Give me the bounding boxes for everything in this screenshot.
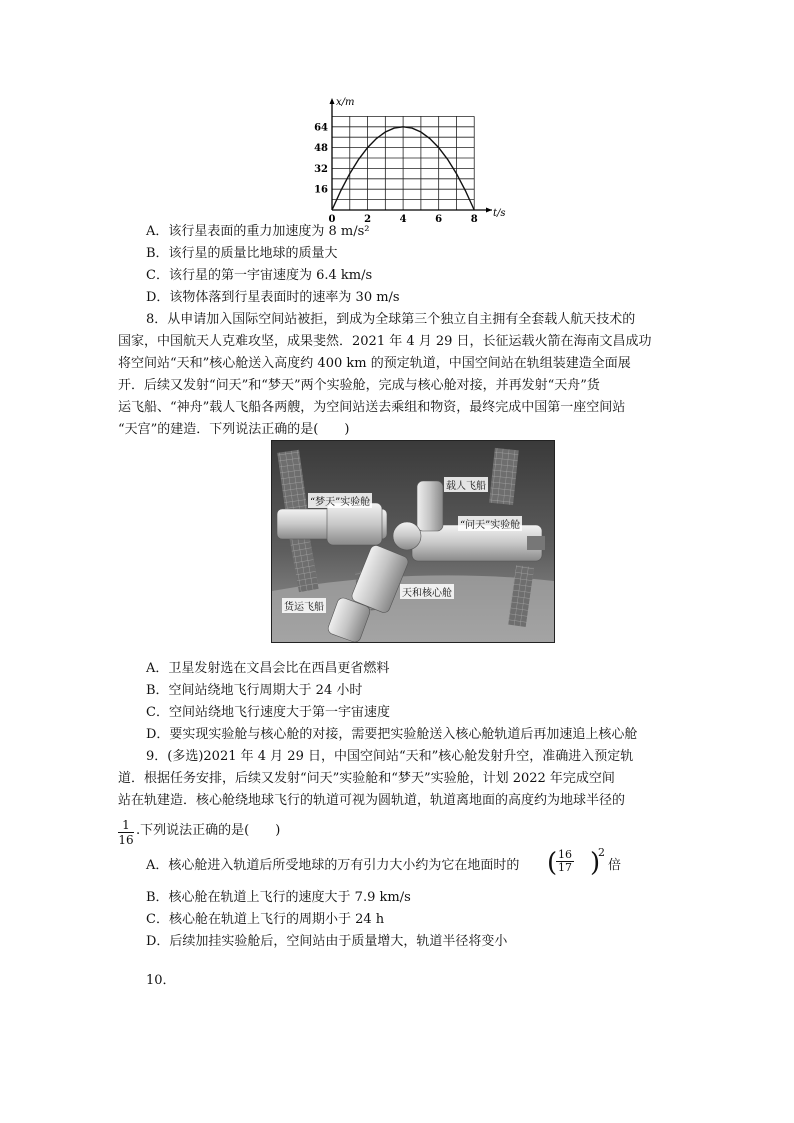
y-tick-label: 48 [314, 143, 328, 155]
q9-stem-tail: .下列说法正确的是( ) [136, 823, 281, 838]
x-tick-label: 4 [399, 214, 407, 222]
y-tick-label: 32 [314, 163, 328, 175]
q8-line-6: “天宫”的建造．下列说法正确的是( ) [118, 422, 350, 437]
x-tick-label: 8 [470, 214, 478, 222]
q9-line-3: 站在轨建造．核心舱绕地球飞行的轨道可视为圆轨道，轨道离地面的高度约为地球半径的 [118, 793, 626, 808]
q8-line-3: 将空间站“天和”核心舱送入高度约 400 km 的预定轨道，中国空间站在轨组装建造全面展 [118, 356, 631, 371]
q8-option-b: B．空间站绕地飞行周期大于 24 小时 [146, 683, 363, 698]
q7-option-c: C．该行星的第一宇宙速度为 6.4 km/s [146, 268, 373, 283]
q9-fraction-denominator: 16 [118, 833, 134, 847]
y-tick-label: 64 [314, 122, 328, 134]
q9-line-1: 9．(多选)2021 年 4 月 29 日，中国空间站“天和”核心舱发射升空，准确进入预定轨 [146, 749, 634, 764]
q9-option-c: C．核心舱在轨道上飞行的周期小于 24 h [146, 912, 385, 927]
q9-option-a-tail: 倍 [608, 858, 622, 873]
label-mengtian: “梦天”实验舱 [308, 493, 372, 508]
q9-line-2: 道．根据任务安排，后续又发射“问天”实验舱和“梦天”实验舱，计划 2022 年完成空间 [118, 771, 615, 786]
q7-option-b: B．该行星的质量比地球的质量大 [146, 246, 338, 261]
q8-line-5: 运飞船、“神舟”载人飞船各两艘，为空间站送去乘组和物资，最终完成中国第一座空间站 [118, 400, 626, 415]
q9-option-a: A．核心舱进入轨道后所受地球的万有引力大小约为它在地面时的 [146, 858, 520, 873]
q8-option-a: A．卫星发射选在文昌会比在西昌更省燃料 [146, 661, 390, 676]
label-tianhe: 天和核心舱 [400, 584, 454, 599]
q10-label: 10． [146, 973, 176, 988]
q9-option-d: D．后续加挂实验舱后，空间站由于质量增大，轨道半径将变小 [146, 934, 508, 949]
x-tick-label: 0 [328, 214, 336, 222]
label-crew-ship: 载人飞船 [444, 477, 488, 492]
label-cargo-ship: 货运飞船 [282, 598, 326, 613]
q8-option-d: D．要实现实验舱与核心舱的对接，需要把实验舱送入核心舱轨道后再加速追上核心舱 [146, 727, 638, 742]
q9-option-a-fraction-denominator: 17 [558, 861, 572, 874]
space-station-photo [271, 440, 555, 643]
q7-option-a: A．该行星表面的重力加速度为 8 m/s² [146, 224, 370, 239]
chart-grid [332, 116, 474, 210]
q8-line-2: 国家，中国航天人克难攻坚，成果斐然．2021 年 4 月 29 日，长征运载火箭在海南文昌成功 [118, 334, 652, 349]
q9-option-a-paren-left: ( [547, 848, 558, 878]
q9-option-a-exponent: 2 [598, 846, 605, 859]
q7-option-d: D．该物体落到行星表面时的速率为 30 m/s [146, 290, 400, 305]
q8-option-c: C．空间站绕地飞行速度大于第一宇宙速度 [146, 705, 390, 720]
q9-fraction [118, 818, 134, 847]
y-axis-arrow [330, 98, 335, 104]
q8-line-4: 开．后续又发射“问天”和“梦天”两个实验舱，完成与核心舱对接，并再发射“天舟”货 [118, 378, 600, 393]
q9-option-a-paren-right: ) [590, 848, 601, 878]
x-axis-arrow [486, 208, 492, 213]
x-tick-label: 6 [435, 214, 443, 222]
q9-option-b: B．核心舱在轨道上飞行的速度大于 7.9 km/s [146, 890, 411, 905]
x-axis-label: t/s [493, 208, 506, 219]
xt-chart [300, 92, 520, 222]
y-axis-label: x/m [336, 97, 355, 108]
q9-option-a-fraction-numerator: 16 [558, 848, 572, 861]
q9-fraction-numerator: 1 [118, 818, 134, 833]
q9-option-a-fraction [556, 849, 574, 874]
label-wentian: “问天”实验舱 [458, 516, 522, 531]
y-tick-label: 16 [314, 184, 328, 196]
x-tick-label: 2 [364, 214, 372, 222]
q8-line-1: 8．从申请加入国际空间站被拒，到成为全球第三个独立自主拥有全套载人航天技术的 [146, 312, 636, 327]
